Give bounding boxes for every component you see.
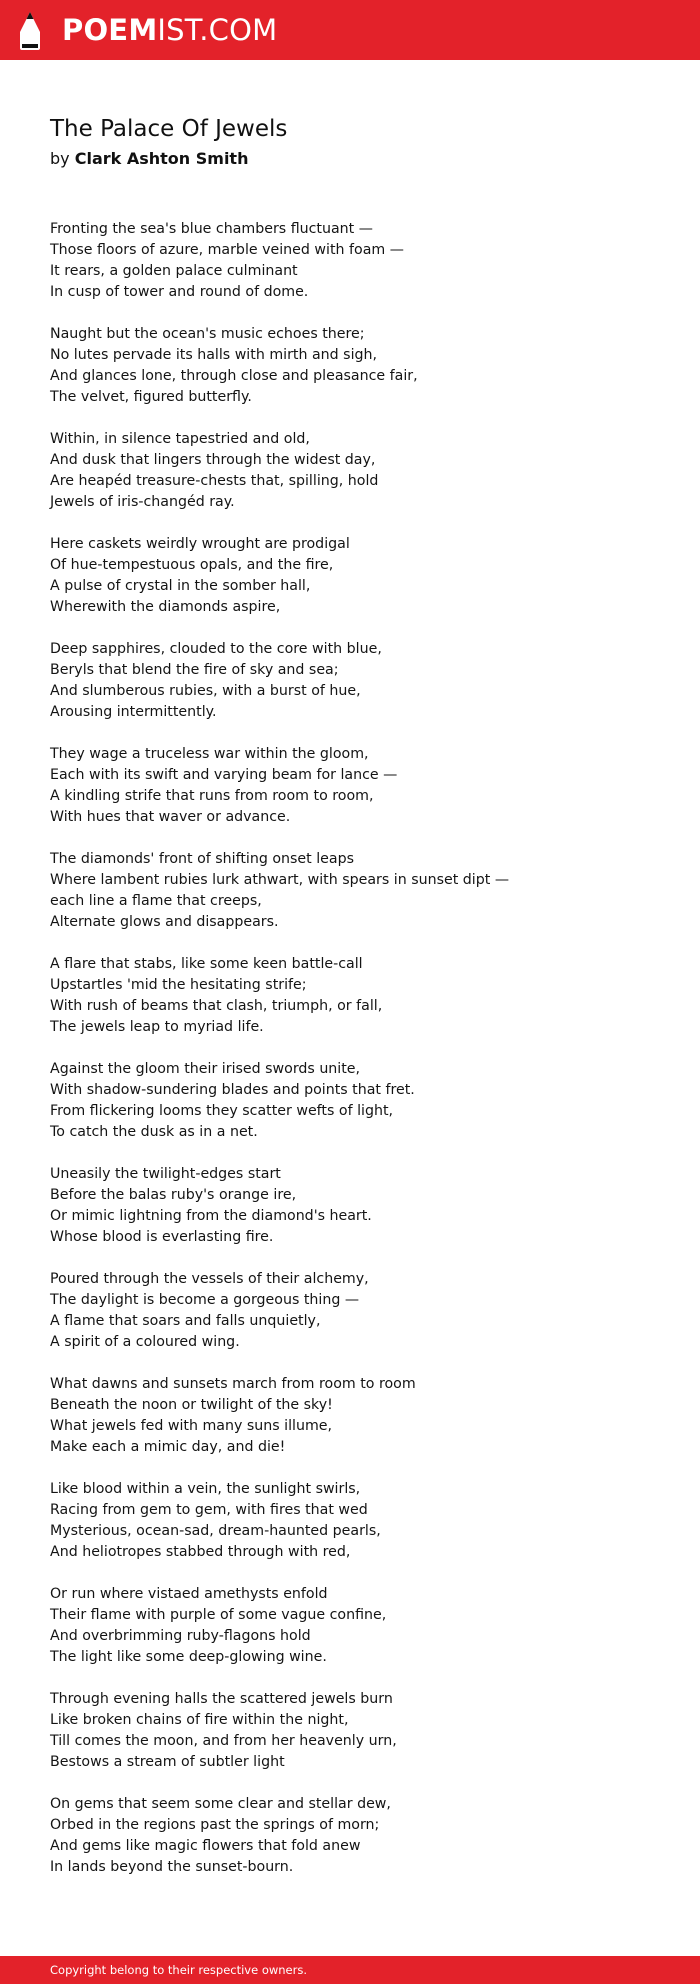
poem-line: Racing from gem to gem, with fires that wed	[50, 1502, 368, 1518]
poem-line: And overbrimming ruby-flagons hold	[50, 1628, 311, 1644]
poem-line: No lutes pervade its halls with mirth and sigh,	[50, 347, 378, 363]
poem-line: With shadow-sundering blades and points that fret.	[50, 1082, 415, 1098]
poem-line: A pulse of crystal in the somber hall,	[50, 578, 311, 594]
poem-line: The velvet, figured butterfly.	[50, 389, 252, 405]
poem-line: Naught but the ocean's music echoes there;	[50, 326, 365, 342]
stanza	[50, 849, 670, 933]
site-logo-link[interactable]	[62, 10, 277, 50]
poem-line: From flickering looms they scatter wefts of light,	[50, 1103, 394, 1119]
poem-line: Make each a mimic day, and die!	[50, 1439, 286, 1455]
stanza	[50, 534, 670, 618]
poem-line: Their flame with purple of some vague confine,	[50, 1607, 387, 1623]
poem-line: It rears, a golden palace culminant	[50, 263, 298, 279]
stanza	[50, 429, 670, 513]
poem-line: The jewels leap to myriad life.	[50, 1019, 264, 1035]
poem-line: Wherewith the diamonds aspire,	[50, 599, 281, 615]
poem-line: Bestows a stream of subtler light	[50, 1754, 285, 1770]
poem-line: Against the gloom their irised swords unite,	[50, 1061, 361, 1077]
stanza	[50, 639, 670, 723]
brand-light-text: IST.COM	[157, 13, 278, 47]
poem-line: Here caskets weirdly wrought are prodigal	[50, 536, 350, 552]
stanza	[50, 1269, 670, 1353]
poem-line: The diamonds' front of shifting onset leaps	[50, 851, 354, 867]
poem-line: Are heapéd treasure-chests that, spilling, hold	[50, 473, 379, 489]
poem-line: Like blood within a vein, the sunlight swirls,	[50, 1481, 361, 1497]
poem-line: And slumberous rubies, with a burst of hue,	[50, 683, 361, 699]
poem-line: The daylight is become a gorgeous thing —	[50, 1292, 360, 1308]
poem-line: What dawns and sunsets march from room to room	[50, 1376, 416, 1392]
poem-line: Through evening halls the scattered jewels burn	[50, 1691, 393, 1707]
poem-line: The light like some deep-glowing wine.	[50, 1649, 327, 1665]
poem-line: They wage a truceless war within the gloom,	[50, 746, 369, 762]
poem-line: Uneasily the twilight-edges start	[50, 1166, 281, 1182]
poem-line: Or mimic lightning from the diamond's heart.	[50, 1208, 372, 1224]
poem-line: A kindling strife that runs from room to room,	[50, 788, 374, 804]
poem-line: Each with its swift and varying beam for lance —	[50, 767, 398, 783]
poem-line: Poured through the vessels of their alchemy,	[50, 1271, 369, 1287]
stanza	[50, 1164, 670, 1248]
poem-line: With rush of beams that clash, triumph, or fall,	[50, 998, 383, 1014]
poem-line: Those floors of azure, marble veined with foam —	[50, 242, 404, 258]
stanza	[50, 324, 670, 408]
poem-line: Orbed in the regions past the springs of morn;	[50, 1817, 380, 1833]
poem-line: A flame that soars and falls unquietly,	[50, 1313, 321, 1329]
poem-line: In cusp of tower and round of dome.	[50, 284, 309, 300]
poem-line: Arousing intermittently.	[50, 704, 217, 720]
poem-line: A flare that stabs, like some keen battle-call	[50, 956, 363, 972]
poem-line: Or run where vistaed amethysts enfold	[50, 1586, 328, 1602]
stanza	[50, 219, 670, 303]
poem-line: And heliotropes stabbed through with red,	[50, 1544, 351, 1560]
stanza	[50, 1689, 670, 1773]
poem-line: Like broken chains of fire within the night,	[50, 1712, 349, 1728]
copyright-text: Copyright belong to their respective owners.	[50, 1963, 308, 1977]
stanza	[50, 744, 670, 828]
poem-title: The Palace Of Jewels	[50, 116, 288, 142]
poem-line: To catch the dusk as in a net.	[50, 1124, 258, 1140]
poem-line: Beneath the noon or twilight of the sky!	[50, 1397, 333, 1413]
stanza	[50, 1794, 670, 1878]
poem-line: And gems like magic flowers that fold anew	[50, 1838, 361, 1854]
author-name: Clark Ashton Smith	[74, 149, 249, 168]
byline-prefix: by	[50, 149, 70, 168]
poem-line: With hues that waver or advance.	[50, 809, 291, 825]
pencil-icon[interactable]	[18, 11, 42, 51]
stanza	[50, 1584, 670, 1668]
poem-line: And dusk that lingers through the widest day,	[50, 452, 376, 468]
poem-line: each line a flame that creeps,	[50, 893, 262, 909]
poem-line: In lands beyond the sunset-bourn.	[50, 1859, 294, 1875]
poem-line: Upstartles 'mid the hesitating strife;	[50, 977, 307, 993]
poem-line: What jewels fed with many suns illume,	[50, 1418, 333, 1434]
stanza	[50, 1374, 670, 1458]
poem-line: Where lambent rubies lurk athwart, with spears in sunset dipt —	[50, 872, 510, 888]
poem-line: Jewels of iris-changéd ray.	[50, 494, 235, 510]
stanza	[50, 954, 670, 1038]
site-header	[0, 0, 700, 60]
poem-line: Deep sapphires, clouded to the core with blue,	[50, 641, 382, 657]
poem-line: On gems that seem some clear and stellar dew,	[50, 1796, 391, 1812]
poem-line: Within, in silence tapestried and old,	[50, 431, 310, 447]
poem-body	[50, 219, 670, 1899]
poem-line: A spirit of a coloured wing.	[50, 1334, 240, 1350]
poem-line: Fronting the sea's blue chambers fluctuant —	[50, 221, 373, 237]
stanza	[50, 1059, 670, 1143]
poem-line: Alternate glows and disappears.	[50, 914, 279, 930]
poem-line: Of hue-tempestuous opals, and the fire,	[50, 557, 334, 573]
poem-line: Before the balas ruby's orange ire,	[50, 1187, 297, 1203]
site-footer	[0, 1956, 700, 1984]
poem-line: Mysterious, ocean-sad, dream-haunted pearls,	[50, 1523, 381, 1539]
poem-line: Beryls that blend the fire of sky and sea;	[50, 662, 339, 678]
poem-line: Till comes the moon, and from her heavenly urn,	[50, 1733, 397, 1749]
brand-bold-text: POEM	[62, 13, 158, 47]
stanza	[50, 1479, 670, 1563]
poem-line: And glances lone, through close and pleasance fair,	[50, 368, 418, 384]
poem-line: Whose blood is everlasting fire.	[50, 1229, 274, 1245]
byline	[50, 147, 248, 171]
